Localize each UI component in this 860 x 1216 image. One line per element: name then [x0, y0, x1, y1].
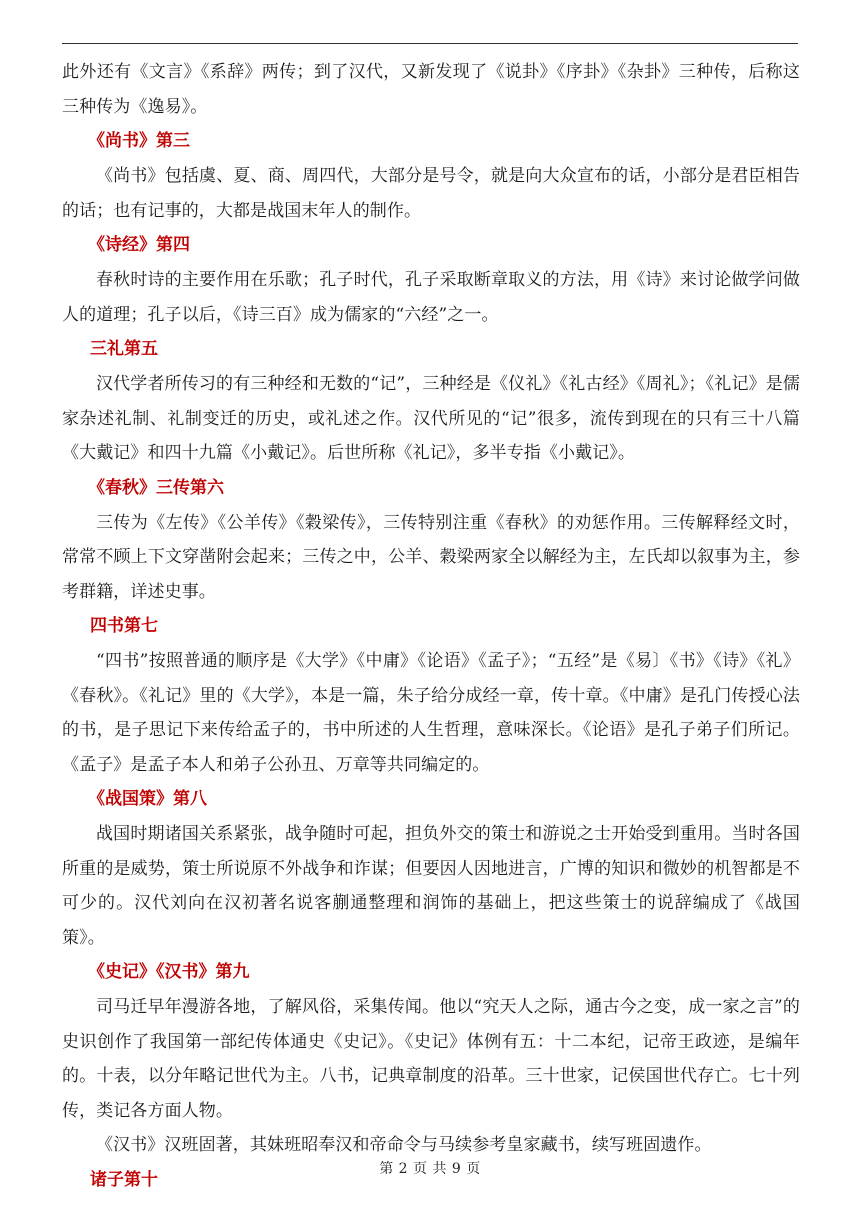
heading-shijing: 《诗经》第四 — [88, 235, 190, 255]
para-shangshu: 《尚书》包括虞、夏、商、周四代，大部分是号令，就是向大众宣布的话，小部分是君臣相告的话；也有记事的，大都是战国末年人的制作。 — [62, 166, 800, 221]
heading-chunqiu: 《春秋》三传第六 — [88, 477, 224, 498]
page-number: 第 2 页 共 9 页 — [379, 1161, 481, 1177]
intro-continuation: 此外还有《文言》《系辞》两传；到了汉代，又新发现了《说卦》《序卦》《杂卦》三种传，后称这三种传为《逸易》。 — [62, 62, 800, 117]
para-sishu: “四书”按照普通的顺序是《大学》《中庸》《论语》《孟子》；“五经”是《易〕《书》《诗》《礼》《春秋》。《礼记》里的《大学》，本是一篇，朱子给分成经一章，传十章。《中庸》是孔门传授心法的书，是子思记下来传给孟子的，书中所述的人生哲理，意味深长。《论语》是孔子弟子们所记。《孟子》是孟子本人和弟子公孙丑、万章等共同编定的。 — [62, 651, 800, 775]
heading-zhanguoce: 《战国策》第八 — [88, 789, 207, 809]
heading-shiji-hanshu: 《史记》《汉书》第九 — [88, 962, 250, 982]
para-shijing: 春秋时诗的主要作用在乐歌；孔子时代，孔子采取断章取义的方法，用《诗》来讨论做学问做人的道理；孔子以后，《诗三百》成为儒家的“六经”之一。 — [62, 270, 800, 325]
para-sanli: 汉代学者所传习的有三种经和无数的“记”，三种经是《仪礼》《礼古经》《周礼》；《礼记》是儒家杂述礼制、礼制变迁的历史，或礼述之作。汉代所见的“记”很多，流传到现在的只有三十八篇《大戴记》和四十九篇《小戴记》。后世所称《礼记》，多半专指《小戴记》。 — [62, 374, 800, 463]
header-rule — [62, 43, 798, 44]
para-zhanguoce: 战国时期诸国关系紧张，战争随时可起，担负外交的策士和游说之士开始受到重用。当时各国所重的是威势，策士所说原不外战争和诈谋；但要因人因地进言，广博的知识和微妙的机智都是不可少的。汉代刘向在汉初著名说客蒯通整理和润饰的基础上，把这些策士的说辞编成了《战国策》。 — [62, 824, 800, 948]
heading-zhuzi: 诸子第十 — [90, 1169, 158, 1190]
heading-sishu: 四书第七 — [90, 616, 158, 636]
para-chunqiu: 三传为《左传》《公羊传》《穀梁传》，三传特别注重《春秋》的劝惩作用。三传解释经文时，常常不顾上下文穿凿附会起来；三传之中，公羊、穀梁两家全以解经为主，左氏却以叙事为主，参考群籍，详述史事。 — [62, 512, 800, 602]
para-shiji: 司马迁早年漫游各地，了解风俗，采集传闻。他以“究天人之际，通古今之变，成一家之言”的史识创作了我国第一部纪传体通史《史记》。《史记》体例有五：十二本纪，记帝王政迹，是编年的。十表，以分年略记世代为主。八书，记典章制度的沿革。三十世家，记侯国世代存亡。七十列传，类记各方面人物。 — [62, 997, 800, 1121]
heading-sanli: 三礼第五 — [90, 339, 158, 359]
para-hanshu: 《汉书》汉班固著，其妹班昭奉汉和帝命令与马续参考皇家藏书，续写班固遗作。 — [96, 1135, 712, 1155]
document-body — [62, 55, 800, 1198]
heading-shangshu: 《尚书》第三 — [88, 131, 190, 151]
